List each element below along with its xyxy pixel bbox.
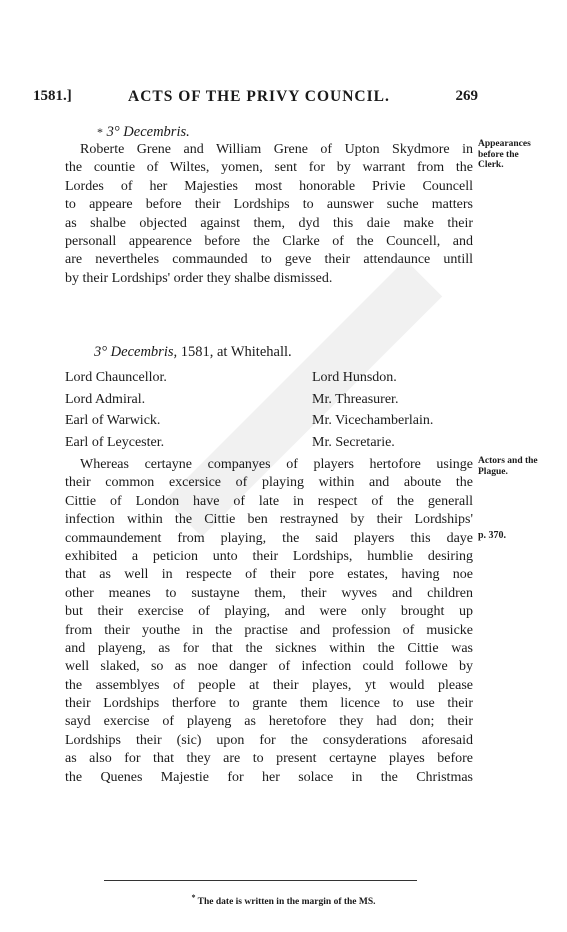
text-line: Lordships their (sic) upon for the consyderations aforesaid: [65, 732, 473, 748]
footnote-rule: [104, 880, 417, 881]
text-line: sayd exercise of playeng as heretofore they had don; their: [65, 714, 473, 730]
attendance-right-column: [312, 367, 433, 453]
section2-date: [94, 344, 292, 361]
section1-date: [97, 124, 190, 141]
text-line: the assemblyes of people at their playes, yt would please: [65, 677, 473, 693]
section2-date-italic: 3° Decembris,: [94, 344, 178, 360]
text-line: as also for that they are to present certayne playes before: [65, 751, 473, 767]
text-line: their common excersice of playing within and aboute the: [65, 475, 473, 491]
footnote-text: The date is written in the margin of the MS.: [195, 897, 376, 908]
margin-note-line: Appearances: [478, 139, 531, 149]
margin-page-reference: p. 370.: [478, 530, 507, 541]
text-line: the countie of Wiltes, yomen, sent for by warrant from the: [65, 160, 473, 176]
text-line: from their youthe in the practise and profession of musicke: [65, 622, 473, 638]
attendee: Lord Chauncellor.: [65, 370, 167, 385]
text-line: to appeare before their Lordships to aunswer suche matters: [65, 197, 473, 213]
margin-note-line: Plague.: [478, 466, 508, 477]
section1-paragraph: [65, 141, 473, 288]
text-line: other meanes to sustayne them, their wyves and children: [65, 585, 473, 601]
text-line: Roberte Grene and William Grene of Upton Skydmore in: [80, 142, 473, 157]
text-line: that as well in respecte of their pore estates, having noe: [65, 567, 473, 583]
header-title: ACTS OF THE PRIVY COUNCIL.: [128, 88, 390, 105]
margin-note-line: before the: [478, 149, 519, 160]
header-year: 1581.]: [33, 88, 72, 104]
text-line: the Quenes Majestie for her solace in the Christmas: [65, 769, 473, 785]
footnote: [0, 893, 567, 907]
text-line: infection within the Cittie ben restrayned by their Lordships': [65, 512, 473, 528]
attendee: Lord Hunsdon.: [312, 370, 397, 385]
text-line: commaundement from playing, the said players this daye: [65, 530, 473, 546]
margin-note-line: Clerk.: [478, 160, 504, 170]
section1-date-text: 3° Decembris.: [106, 124, 190, 140]
text-line: Whereas certayne companyes of players hertofore usinge: [80, 457, 473, 472]
text-line: but their exercise of playing, and were only brought up: [65, 604, 473, 620]
page-number: 269: [455, 88, 478, 104]
attendee: Earl of Leycester.: [65, 434, 165, 450]
attendee: Mr. Secretarie.: [312, 434, 395, 450]
text-line: Cittie of London have of late in respect of the generall: [65, 493, 473, 509]
text-line: personall appearence before the Clarke of the Councell, and: [65, 233, 473, 249]
section2-date-rest: 1581, at Whitehall.: [177, 344, 292, 360]
attendee: Lord Admiral.: [65, 391, 146, 407]
text-line: by their Lordships' order they shalbe dismissed.: [65, 270, 333, 286]
running-header: [33, 88, 478, 112]
margin-note-appearances: [478, 139, 567, 171]
section2-paragraph: [65, 456, 473, 787]
text-line: their Lordships therfore to grante them licence to use their: [65, 696, 473, 712]
date-footnote-marker: *: [97, 125, 103, 139]
attendee: Earl of Warwick.: [65, 413, 161, 428]
text-line: well slaked, so as noe danger of infection could followe by: [65, 659, 473, 675]
text-line: as shalbe objected against them, dyd this daie make their: [65, 215, 473, 231]
text-line: are nevertheles commaunded to geve their attendaunce untill: [65, 252, 473, 268]
text-line: and playeng, as for that the sicknes within the Cittie was: [65, 640, 473, 656]
margin-note-line: Actors and the: [478, 456, 538, 466]
footnote-marker: *: [191, 893, 196, 902]
attendance-left-column: [65, 367, 167, 453]
margin-note-actors: [478, 456, 567, 477]
attendee: Mr. Vicechamberlain.: [312, 413, 434, 428]
text-line: exhibited a peticion unto their Lordships, humblie desiring: [65, 548, 473, 564]
attendee: Mr. Threasurer.: [312, 391, 399, 407]
text-line: Lordes of her Majesties most honorable Privie Councell: [65, 178, 473, 194]
